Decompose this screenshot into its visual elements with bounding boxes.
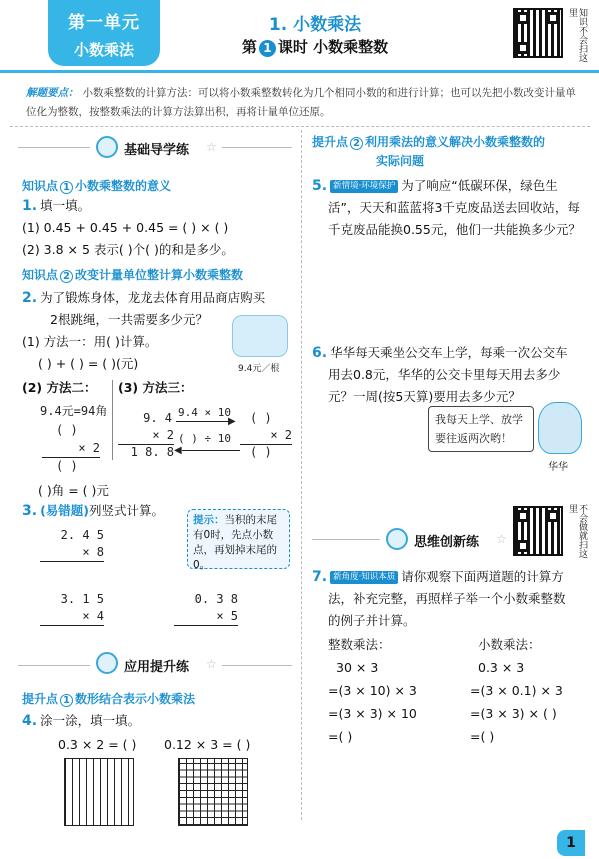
method-2-conversion: 9.4元=94角: [40, 404, 108, 418]
method-3-b: × 2: [118, 427, 174, 445]
qr-code-icon[interactable]: [513, 8, 563, 58]
calc-3-b: × 5: [174, 608, 238, 626]
question-7: 7. 新角度·知识本质 请你观察下面两道题的计算方: [312, 569, 564, 585]
arrow-right-head-icon: ▶: [228, 416, 236, 427]
section-heading-apply: 应用提升练: [124, 660, 190, 675]
lesson-number: 1: [259, 40, 276, 57]
decimal-step-2: =(3 × 0.1) × 3: [470, 683, 563, 698]
column-divider: [301, 130, 302, 820]
unit-badge: [48, 0, 160, 66]
section-rule-right: [222, 665, 292, 666]
section-rule-right: [222, 147, 292, 148]
method-2-times: × 2: [42, 440, 100, 458]
girl-character-image: [538, 402, 582, 454]
method-3-r2: × 2: [240, 427, 292, 445]
improve-point-2-line2: 实际问题: [376, 154, 425, 168]
question-4-b: 0.12 × 3 = ( ): [164, 737, 251, 752]
question-3: 3. (易错题)列竖式计算。: [22, 503, 165, 519]
star-icon: ☆: [206, 140, 217, 154]
method-2-label: (2) 方法二：: [22, 380, 97, 395]
character-name: 华华: [548, 462, 568, 473]
arrow-label-top: 9.4 × 10: [178, 406, 231, 419]
question-number: 7.: [312, 569, 328, 585]
question-7-line2: 法，补充完整，再照样子举一个小数乘整数: [328, 591, 566, 606]
qr-label: 知识不会扫这里: [567, 8, 587, 62]
method-divider: [112, 380, 113, 460]
calc-3-a: 0. 3 8: [194, 592, 238, 606]
arrow-left: [182, 450, 240, 451]
arrow-right: [176, 421, 234, 422]
header-divider: [0, 70, 599, 73]
speech-bubble: 我每天上学、放学 要往返两次哟！: [428, 406, 534, 452]
question-4-a: 0.3 × 2 = ( ): [58, 737, 137, 752]
method-3-a: 9. 4: [143, 411, 172, 425]
integer-title: 整数乘法：: [328, 637, 391, 652]
new-context-tag: 新情境·环境保护: [330, 180, 398, 193]
question-7-line3: 的例子并计算。: [328, 613, 416, 628]
question-6-line3: 元？一周(按5天算)要用去多少元？: [328, 389, 521, 404]
tips-text: 小数乘整数的计算方法：可以将小数乘整数转化为几个相同小数的和进行计算；也可以先把小数改变计量单位化为整数，按整数乘法的计算方法算出积，再将计量单位还原。: [26, 87, 576, 118]
integer-step-1: 30 × 3: [336, 660, 379, 675]
question-number: 3.: [22, 503, 38, 519]
method-1-fill: ( ) + ( ) = ( )(元): [38, 356, 139, 371]
improve-point-2: 提升点 2 利用乘法的意义解决小数乘整数的: [312, 135, 546, 149]
decimal-step-4: =( ): [470, 729, 495, 744]
question-number: 1.: [22, 198, 38, 214]
calc-2-a: 3. 1 5: [60, 592, 104, 606]
integer-step-3: =(3 × 3) × 10: [328, 706, 417, 721]
section-rule-left: [18, 147, 90, 148]
knowledge-point-2: 知识点 2 改变计量单位整计算小数乘整数: [22, 268, 244, 282]
question-1-b: (2) 3.8 × 5 表示( )个( )的和是多少。: [22, 242, 234, 257]
method-3-label: (3) 方法三：: [118, 380, 193, 395]
solving-tips: [26, 84, 581, 122]
qr-label: 不会做就扫这里: [567, 504, 587, 558]
knowledge-point-1: 知识点 1 小数乘整数的意义: [22, 179, 172, 193]
integer-step-4: =( ): [328, 729, 353, 744]
question-number: 4.: [22, 713, 38, 729]
tips-divider: [10, 126, 590, 127]
question-1: 1. 填一填。: [22, 198, 91, 214]
error-prone-tag: (易错题): [40, 503, 89, 518]
question-5-line2: 活”，天天和蓝蓝将3千克废品送去回收站，每: [328, 200, 580, 215]
lesson-title: 第 1 课时 小数乘整数: [241, 38, 389, 56]
hint-text: 当积的末尾有0时，先点小数点，再划掉末尾的0。: [193, 514, 277, 571]
section-rule-left: [18, 665, 90, 666]
arrow-left-head-icon: ◀: [174, 445, 182, 456]
star-icon: ☆: [496, 532, 507, 546]
star-icon: ☆: [206, 657, 217, 671]
method-2-result: ( ): [56, 459, 78, 473]
tips-label: 解题要点：: [26, 87, 79, 99]
mascot-icon: [96, 136, 118, 158]
jump-rope-image: [232, 315, 288, 357]
method-2-final: ( )角 = ( )元: [38, 483, 109, 498]
hundredths-grid[interactable]: [178, 758, 248, 826]
question-number: 6.: [312, 345, 328, 361]
decimal-step-3: =(3 × 3) × ( ): [470, 706, 557, 721]
question-6: 6. 华华每天乘坐公交车上学，每乘一次公交车: [312, 345, 568, 361]
mascot-icon: [96, 652, 118, 674]
hint-label: 提示：: [193, 514, 225, 526]
method-3-r3: ( ): [250, 445, 272, 459]
section-heading-basic: 基础导学练: [124, 143, 190, 158]
method-3-r1: ( ): [250, 411, 272, 425]
question-5-line3: 千克废品能换0.55元，他们一共能换多少元？: [328, 222, 581, 237]
decimal-step-1: 0.3 × 3: [478, 660, 525, 675]
integer-step-2: =(3 × 10) × 3: [328, 683, 417, 698]
new-angle-tag: 新角度·知识本质: [330, 571, 398, 584]
calc-1-b: × 8: [40, 544, 104, 562]
qr-code-icon[interactable]: [513, 506, 563, 556]
question-1-a: (1) 0.45 + 0.45 + 0.45 = ( ) × ( ): [22, 220, 229, 235]
mascot-icon: [386, 528, 408, 550]
method-2-blank: ( ): [56, 423, 78, 437]
question-number: 2.: [22, 290, 38, 306]
decimal-title: 小数乘法：: [478, 637, 541, 652]
calc-1-a: 2. 4 5: [60, 528, 104, 542]
rope-price: 9.4元／根: [238, 364, 280, 374]
unit-number: 第一单元: [68, 13, 140, 33]
question-number: 5.: [312, 178, 328, 194]
unit-name: 小数乘法: [73, 41, 134, 59]
calc-2-b: × 4: [40, 608, 104, 626]
hint-box: [187, 509, 290, 569]
arrow-label-bottom: ( ) ÷ 10: [178, 432, 231, 445]
tenths-grid[interactable]: [64, 758, 134, 826]
improve-point-1: 提升点 1 数形结合表示小数乘法: [22, 692, 196, 706]
section-title: 1. 小数乘法: [268, 15, 362, 35]
method-3-c: 1 8. 8: [130, 445, 174, 459]
section-rule-left: [312, 539, 380, 540]
section-heading-thinking: 思维创新练: [414, 535, 480, 550]
question-2: 2. 为了锻炼身体，龙龙去体育用品商店购买: [22, 290, 266, 306]
page-number: 1: [557, 830, 585, 856]
question-5: 5. 新情境·环境保护 为了响应“低碳环保，绿色生: [312, 178, 558, 194]
question-2-line2: 2根跳绳，一共需要多少元？: [50, 312, 208, 327]
question-4: 4. 涂一涂，填一填。: [22, 713, 141, 729]
question-6-line2: 用去0.8元，华华的公交卡里每天用去多少: [328, 367, 561, 382]
method-1: (1) 方法一：用( )计算。: [22, 334, 158, 349]
